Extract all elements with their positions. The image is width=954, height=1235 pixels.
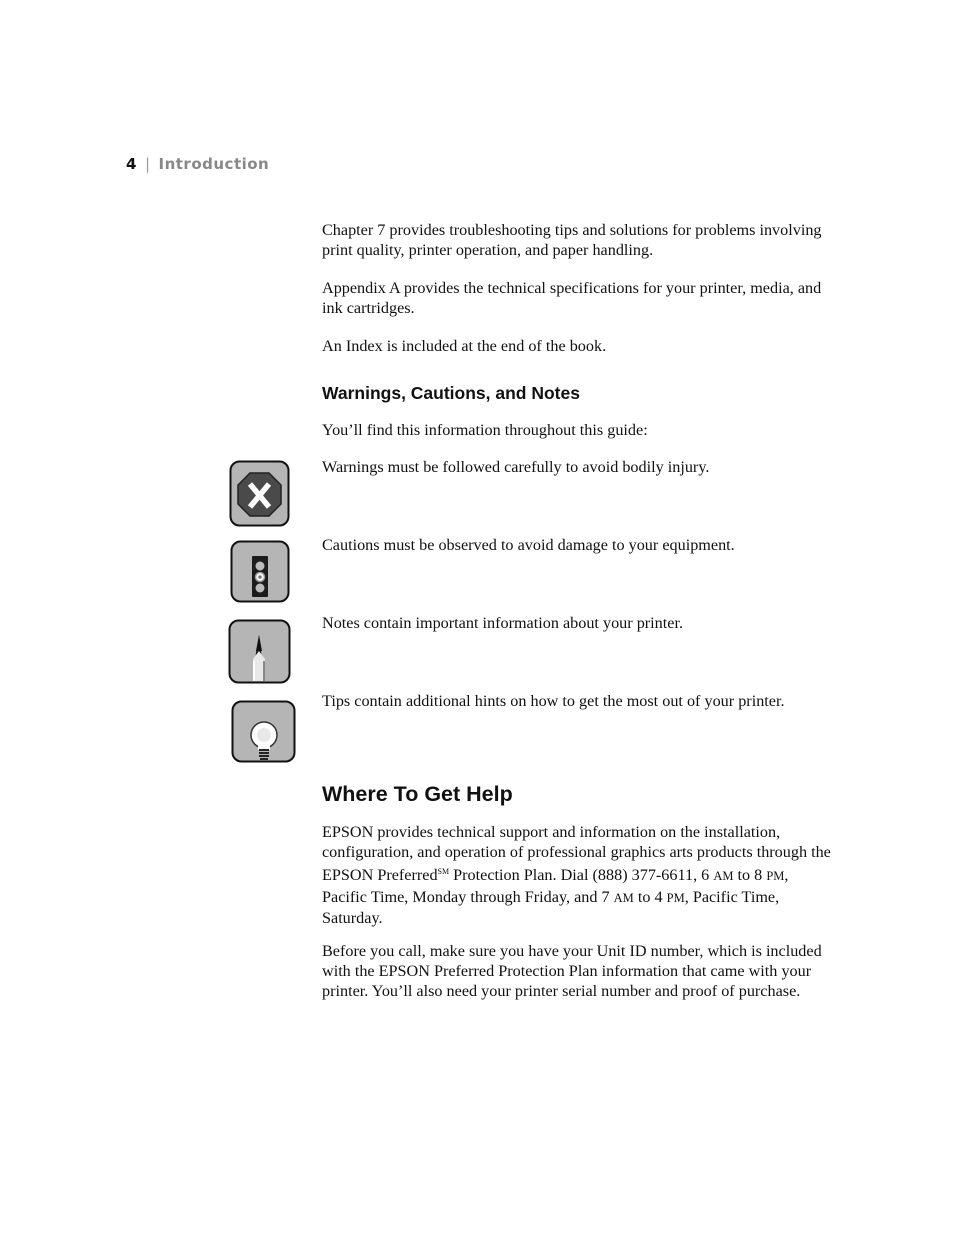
service-mark: SM [437, 867, 450, 877]
warnings-heading: Warnings, Cautions, and Notes [322, 383, 580, 403]
intro-paragraph-index: An Index is included at the end of the book. [322, 337, 607, 355]
help-heading: Where To Get Help [322, 782, 513, 806]
page-number: 4 [126, 155, 137, 173]
time-pm-1: PM [766, 869, 785, 884]
support-text-6: , Pacific Time, Saturday. [322, 887, 780, 927]
help-paragraph-before-call: Before you call, make sure you have your Unit ID number, which is included with the EPSON Preferred Protection Plan information that came with your printer. You’ll also need your printer serial number and proof of purchase. [322, 942, 822, 1001]
running-header [126, 155, 269, 173]
warning-text: Warnings must be followed carefully to avoid bodily injury. [322, 458, 710, 476]
support-text-4: , Pacific Time, Monday through Friday, and 7 [322, 866, 789, 906]
support-text-5: to 4 [633, 887, 667, 906]
time-am-2: AM [613, 890, 634, 905]
support-text-1: EPSON provides technical support and information on the installation, configuration, and operation of professional graphics arts products through the EPSON Preferred [322, 823, 831, 885]
tip-text: Tips contain additional hints on how to get the most out of your printer. [322, 692, 785, 710]
help-paragraph-support [322, 822, 837, 928]
time-pm-2: PM [666, 890, 685, 905]
support-text-2: Protection Plan. Dial (888) 377-6611, 6 [449, 866, 714, 885]
warning-x-icon [229, 460, 291, 533]
warnings-intro: You’ll find this information throughout this guide: [322, 421, 648, 439]
intro-paragraph-appendix: Appendix A provides the technical specifications for your printer, media, and ink cartridges. [322, 279, 822, 318]
note-text: Notes contain important information about your printer. [322, 614, 683, 632]
tip-lightbulb-icon [231, 700, 297, 769]
support-text-3: to 8 [733, 866, 767, 885]
header-separator: | [144, 155, 151, 173]
caution-traffic-light-icon [230, 540, 291, 609]
intro-paragraph-chapter7: Chapter 7 provides troubleshooting tips and solutions for problems involving print quality, printer operation, and paper handling. [322, 221, 822, 260]
caution-text: Cautions must be observed to avoid damage to your equipment. [322, 536, 735, 554]
note-pencil-icon [228, 619, 292, 690]
time-am-1: AM [713, 869, 734, 884]
section-title: Introduction [158, 155, 270, 173]
